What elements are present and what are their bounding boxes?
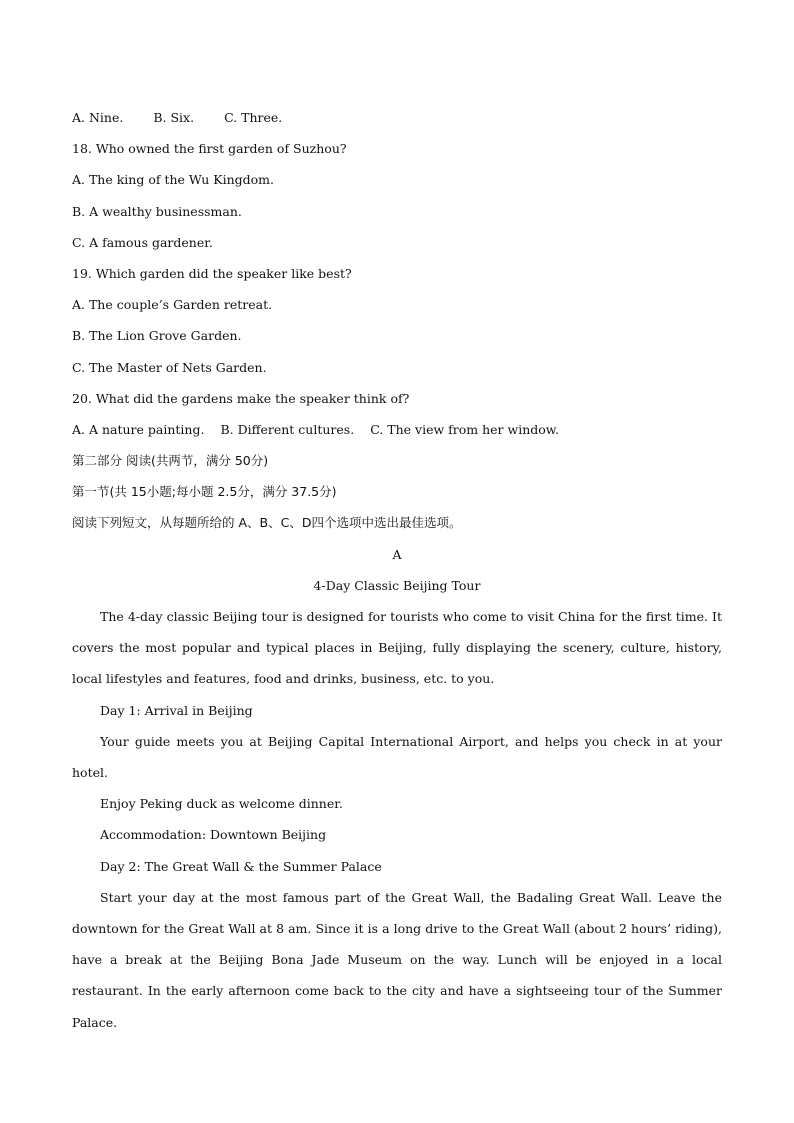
part2-section1-heading: 第一节(共 15小题;每小题 2.5分，满分 37.5分) <box>72 484 337 500</box>
part2-heading: 第二部分 阅读(共两节，满分 50分) <box>72 453 269 469</box>
reading-instruction: 阅读下列短文，从每题所给的 A、B、C、D四个选项中选出最佳选项。 <box>72 515 462 531</box>
q20-options <box>72 414 722 445</box>
q18-option-b: B. A wealthy businessman. <box>72 203 242 219</box>
q20-question: 20. What did the gardens make the speaker think of? <box>72 390 410 406</box>
document-page <box>72 102 722 1038</box>
day1-accommodation: Accommodation: Downtown Beijing <box>100 827 327 843</box>
passage-letter: A <box>392 546 402 562</box>
passage-intro: The 4-day classic Beijing tour is designed for tourists who come to visit China for the first time. It covers the most popular and typical places in Beijing, fully displaying the scenery, culture, history, local lifestyles and features, food and drinks, business, etc. to you. <box>72 609 722 687</box>
q19-option-b: B. The Lion Grove Garden. <box>72 328 242 344</box>
q17-option-a: A. Nine. <box>72 110 124 125</box>
q17-option-b: B. Six. <box>153 110 195 125</box>
day2-title: Day 2: The Great Wall & the Summer Palace <box>100 858 382 874</box>
q18-option-c: C. A famous gardener. <box>72 234 213 250</box>
day2-paragraph: Start your day at the most famous part of the Great Wall, the Badaling Great Wall. Leave the downtown for the Great Wall at 8 am. Since it is a long drive to the Great Wall (about 2 hours’ riding), have a break at the Beijing Bona Jade Museum on the way. Lunch will be enjoyed in a local restaurant. In the early afternoon come back to the city and have a sightseeing tour of the Summer Palace. <box>72 889 722 1030</box>
q20-option-b: B. Different cultures. <box>220 421 355 437</box>
q17-options <box>72 102 722 133</box>
q19-question: 19. Which garden did the speaker like best? <box>72 265 352 281</box>
passage-title: 4-Day Classic Beijing Tour <box>313 577 481 593</box>
day1-title: Day 1: Arrival in Beijing <box>100 702 253 718</box>
q18-option-a: A. The king of the Wu Kingdom. <box>72 172 275 188</box>
q20-option-c: C. The view from her window. <box>370 421 559 437</box>
q18-question: 18. Who owned the first garden of Suzhou? <box>72 141 347 157</box>
q20-option-a: A. A nature painting. <box>72 421 205 437</box>
day1-paragraph-dinner: Enjoy Peking duck as welcome dinner. <box>100 796 343 812</box>
day1-paragraph-guide: Your guide meets you at Beijing Capital International Airport, and helps you check in at your hotel. <box>72 733 722 780</box>
q19-option-a: A. The couple’s Garden retreat. <box>72 297 273 313</box>
q19-option-c: C. The Master of Nets Garden. <box>72 359 267 375</box>
q17-option-c: C. Three. <box>224 110 283 125</box>
